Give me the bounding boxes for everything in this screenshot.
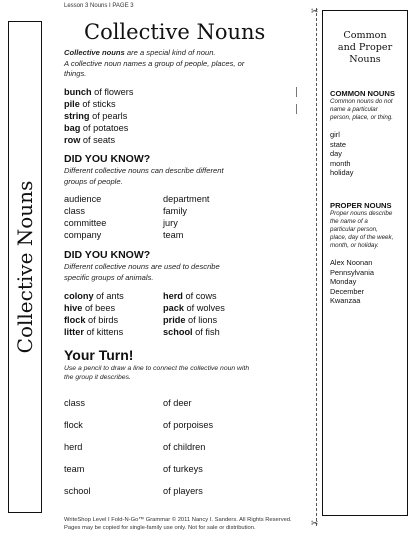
- intro-line2: A collective noun names a group of people, places, or: [64, 58, 245, 68]
- list-item: audience: [64, 194, 102, 204]
- common-nouns-heading: COMMON NOUNS: [330, 89, 395, 98]
- match-item[interactable]: of players: [163, 486, 203, 496]
- footer: WriteShop Level I Fold-N-Go™ Grammar © 2011 Nancy I. Sanders. All Rights Reserved. Pages may be copied for single-family use only. Not for sale or distribution.: [64, 517, 292, 531]
- page-header: Lesson 3 Nouns I PAGE 3: [64, 3, 134, 9]
- list-item: herd of cows: [163, 291, 217, 301]
- match-item[interactable]: team: [64, 464, 85, 474]
- intro-term: Collective nouns: [64, 48, 125, 57]
- intro-text: [64, 48, 300, 80]
- match-item[interactable]: of turkeys: [163, 464, 203, 474]
- your-turn-heading: Your Turn!: [64, 347, 134, 363]
- animals-column-1: [64, 290, 124, 338]
- list-item: flock of birds: [64, 315, 119, 325]
- proper-nouns-desc: Proper nouns describe the name of a particular person, place, day of the week, month, or holiday.: [330, 210, 394, 249]
- page-title: Collective Nouns: [84, 20, 266, 44]
- match-left-column: [64, 392, 91, 502]
- list-item: school of fish: [163, 327, 220, 337]
- list-item: Monday: [330, 277, 357, 287]
- list-item: colony of ants: [64, 291, 124, 301]
- left-tab-label: Collective Nouns: [13, 180, 37, 354]
- section-desc: Different collective nouns can describe different groups of people.: [64, 166, 224, 186]
- proper-nouns-heading: PROPER NOUNS: [330, 201, 392, 210]
- scissors-icon: ✂: [311, 6, 319, 16]
- list-item: department: [163, 194, 210, 204]
- section-desc: Different collective nouns are used to describe specific groups of animals.: [64, 262, 220, 282]
- list-item: row of seats: [64, 135, 116, 145]
- list-item: pile of sticks: [64, 99, 116, 109]
- common-nouns-desc: Common nouns do not name a particular person, place, or thing.: [330, 98, 393, 121]
- match-item[interactable]: of deer: [163, 398, 192, 408]
- intro-line3: things.: [64, 69, 87, 79]
- list-item: bag of potatoes: [64, 123, 129, 133]
- list-item: December: [330, 286, 365, 296]
- proper-nouns-list: [330, 258, 406, 306]
- list-item: jury: [163, 218, 178, 228]
- list-item: month: [330, 158, 351, 168]
- people-column-1: [64, 193, 106, 241]
- list-item: Alex Noonan: [330, 258, 373, 267]
- proper-nouns-section: [330, 201, 406, 306]
- left-tab-panel: [8, 21, 42, 513]
- list-item: hive of bees: [64, 303, 116, 313]
- common-nouns-section: [330, 89, 406, 178]
- match-item[interactable]: of children: [163, 442, 206, 452]
- your-turn-instructions: Use a pencil to draw a line to connect the collective noun with the group it describes.: [64, 365, 250, 382]
- list-item: litter of kittens: [64, 327, 124, 337]
- match-item[interactable]: school: [64, 486, 91, 496]
- list-item: pack of wolves: [163, 303, 225, 313]
- list-item: class: [64, 206, 85, 216]
- common-nouns-list: [330, 130, 406, 178]
- match-item[interactable]: herd: [64, 442, 83, 452]
- people-column-2: [163, 193, 209, 241]
- list-item: company: [64, 230, 102, 240]
- list-item: Pennsylvania: [330, 267, 374, 277]
- match-item[interactable]: class: [64, 398, 85, 408]
- scissors-icon: ✂: [311, 518, 319, 528]
- cut-line: [316, 8, 317, 526]
- animals-column-2: [163, 290, 225, 338]
- list-item: day: [330, 149, 342, 159]
- fold-tick: [296, 87, 297, 97]
- list-item: committee: [64, 218, 107, 228]
- right-panel-title: Common and Proper Nouns: [337, 30, 393, 65]
- fold-tick: [296, 104, 297, 114]
- intro-line1: are a special kind of noun.: [124, 48, 216, 57]
- section-heading: DID YOU KNOW?: [64, 249, 151, 261]
- list-item: string of pearls: [64, 111, 128, 121]
- list-item: bunch of flowers: [64, 87, 134, 97]
- list-item: family: [163, 206, 187, 216]
- list-item: team: [163, 230, 184, 240]
- list-item: state: [330, 139, 347, 149]
- match-item[interactable]: of porpoises: [163, 420, 214, 430]
- match-item[interactable]: flock: [64, 420, 83, 430]
- match-right-column: [163, 392, 213, 502]
- list-item: holiday: [330, 168, 354, 178]
- list-item: Kwanzaa: [330, 296, 361, 306]
- list-item: pride of lions: [163, 315, 218, 325]
- section-heading: DID YOU KNOW?: [64, 153, 151, 165]
- list-item: girl: [330, 130, 340, 139]
- examples-list: [64, 86, 133, 146]
